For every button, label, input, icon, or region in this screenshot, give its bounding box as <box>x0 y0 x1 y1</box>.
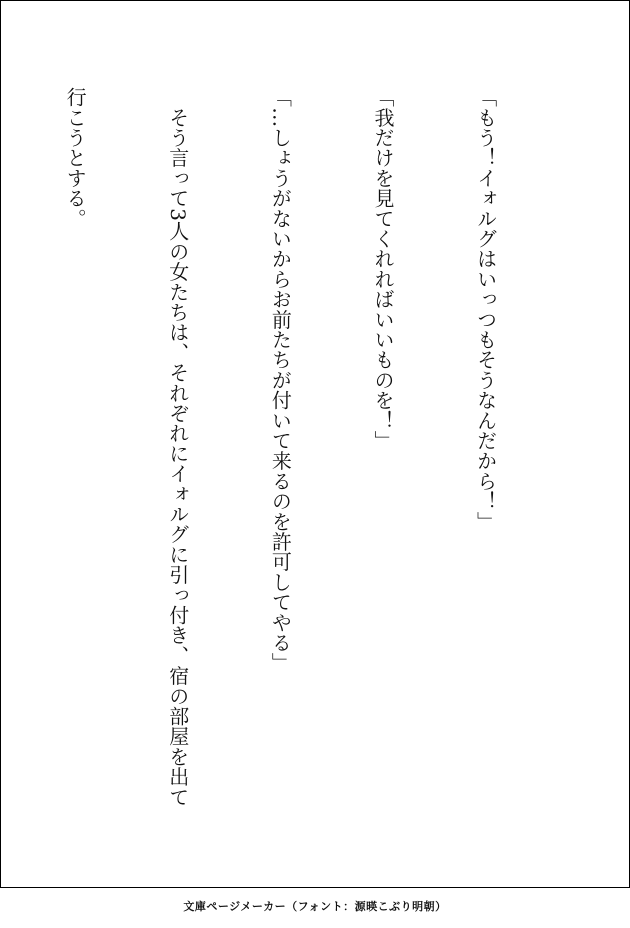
text-line: 「…しょうがないからお前たちが付いて来るのを許可してやる」 <box>268 87 293 673</box>
text-line: 「我だけを見てくれればいいものを！」 <box>370 87 395 451</box>
novel-text-body <box>0 87 571 847</box>
text-line: 行こうとする。 <box>63 87 88 229</box>
text-line: 「もう！イォルグはいっつもそうなんだから！」 <box>473 87 498 532</box>
text-line: そう言って3人の女たちは、それぞれにイォルグに引っ付き、宿の部屋を出て <box>165 87 190 807</box>
footer-credit: 文庫ページメーカー（フォント：源暎こぶり明朝） <box>183 900 447 913</box>
